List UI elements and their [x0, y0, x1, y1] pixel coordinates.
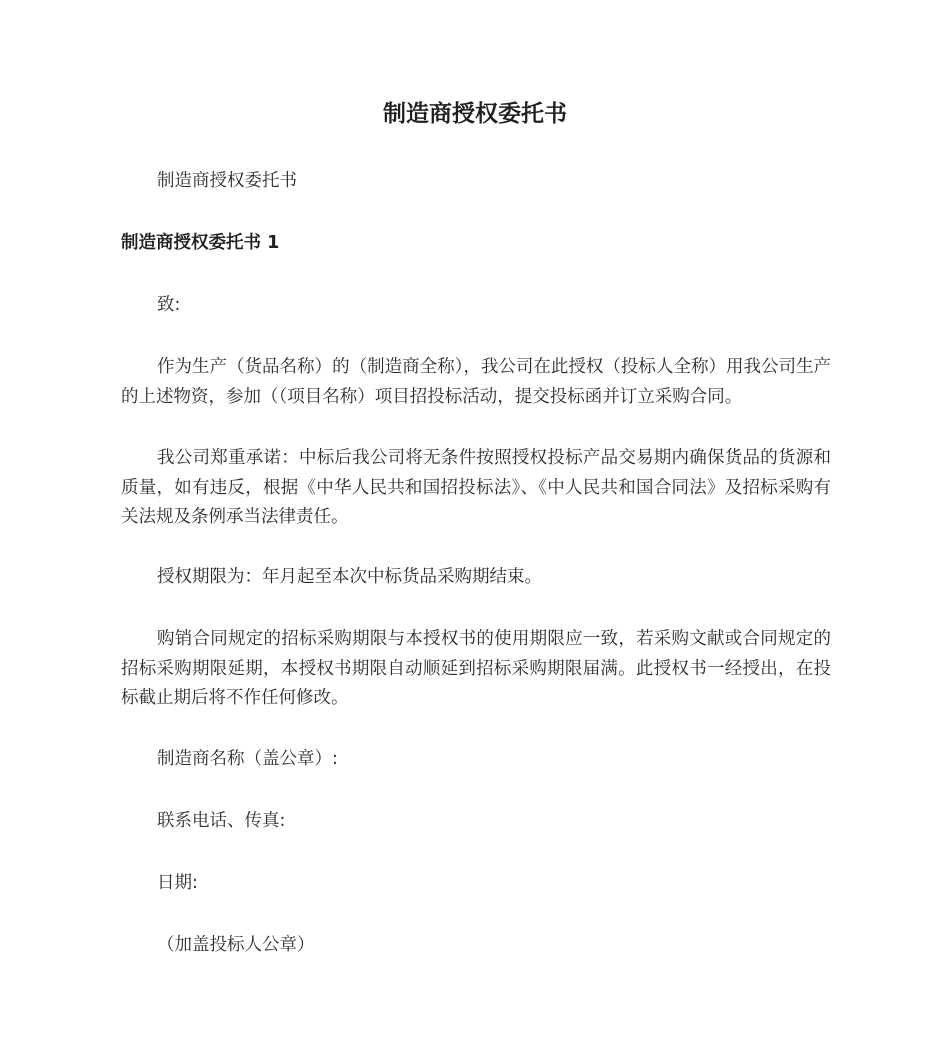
subtitle-paragraph: 制造商授权委托书 [157, 171, 297, 191]
date-line: 日期: [157, 873, 198, 893]
contact-line: 联系电话、传真: [157, 811, 286, 831]
contract-term-paragraph: 购销合同规定的招标采购期限与本授权书的使用期限应一致，若采购文献或合同规定的招标采购期限延期，本授权书期限自动顺延到招标采购期限届满。此授权书一经授出，在投标截止期后将不作任何修改。 [121, 629, 831, 708]
section-heading: 制造商授权委托书 1 [121, 233, 280, 253]
validity-period-paragraph: 授权期限为：年月起至本次中标货品采购期结束。 [157, 567, 542, 587]
commitment-paragraph: 我公司郑重承诺：中标后我公司将无条件按照授权投标产品交易期内确保货品的货源和质量，如有违反，根据《中华人民共和国招投标法》、《中人民共和国合同法》及招标采购有关法规及条例承当法律责任。 [121, 448, 831, 527]
document-title: 制造商授权委托书 [383, 101, 567, 127]
seal-note-line: （加盖投标人公章） [157, 935, 315, 955]
manufacturer-name-line: 制造商名称（盖公章）: [157, 749, 338, 769]
addressee-line: 致: [157, 295, 181, 315]
authorization-paragraph: 作为生产（货品名称）的（制造商全称），我公司在此授权（投标人全称）用我公司生产的上述物资，参加（（项目名称）项目招投标活动，提交投标函并订立采购合同。 [121, 357, 831, 407]
